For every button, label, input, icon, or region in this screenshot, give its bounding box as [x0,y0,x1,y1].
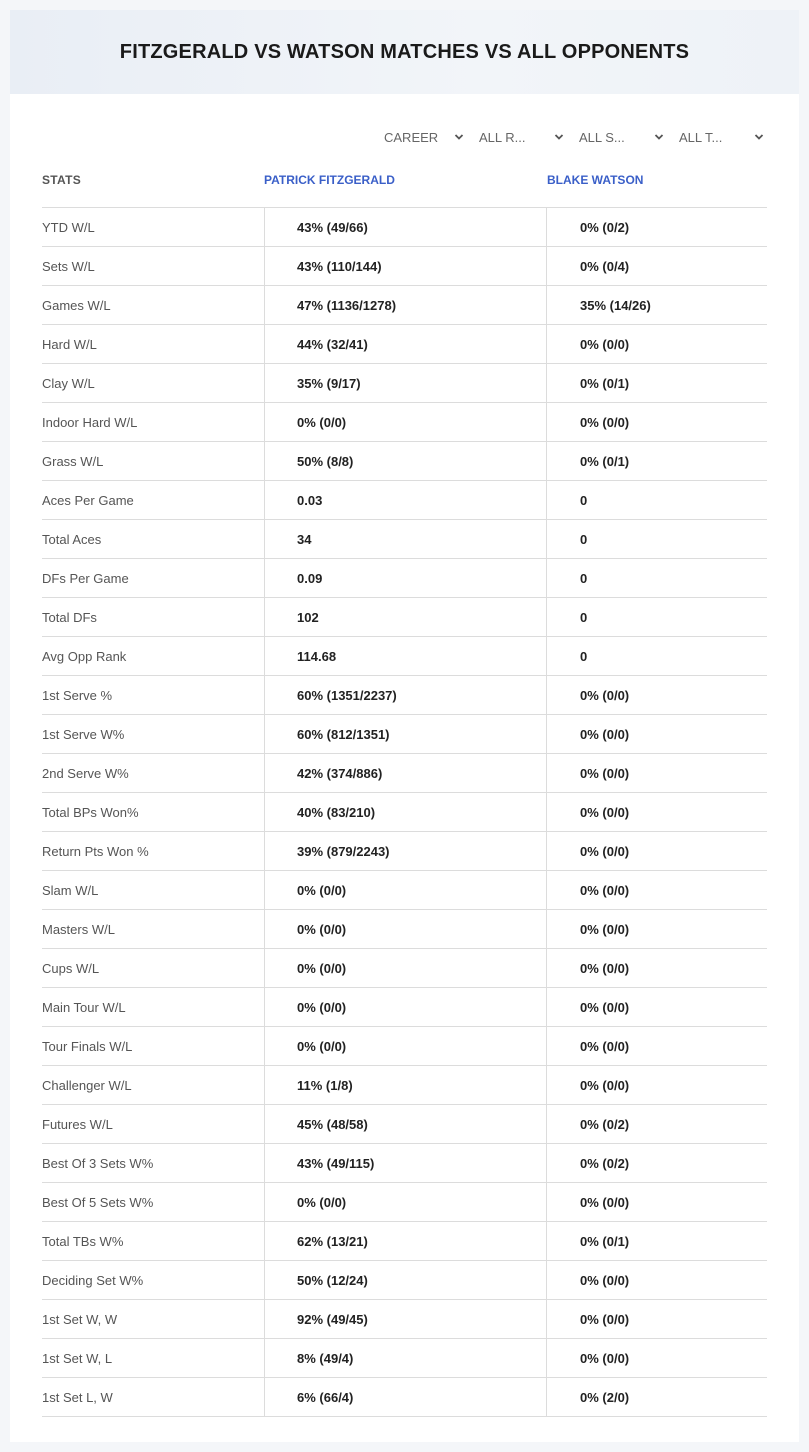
table-row [42,715,767,754]
stat-label: 1st Set L, W [42,1389,113,1405]
table-row [42,871,767,910]
player1-value: 92% (49/45) [264,1300,547,1338]
table-row [42,910,767,949]
card-header [10,10,799,94]
stat-label: Indoor Hard W/L [42,414,138,430]
player2-value: 0% (0/0) [546,1183,767,1221]
stat-label: Best Of 5 Sets W% [42,1194,154,1210]
player2-value: 0% (0/0) [546,1066,767,1104]
player1-value: 0% (0/0) [264,871,547,909]
player1-value: 0% (0/0) [264,988,547,1026]
player1-value: 60% (812/1351) [264,715,547,753]
player1-value: 0.03 [264,481,547,519]
player1-value: 40% (83/210) [264,793,547,831]
player1-value: 0% (0/0) [264,403,547,441]
player1-value: 45% (48/58) [264,1105,547,1143]
table-row [42,403,767,442]
stat-label: 1st Set W, W [42,1311,118,1327]
player1-value: 50% (12/24) [264,1261,547,1299]
player2-value: 0% (0/0) [546,754,767,792]
stat-label: Total TBs W% [42,1233,124,1249]
table-row [42,1378,767,1417]
stat-label: Best Of 3 Sets W% [42,1155,154,1171]
stat-label: Avg Opp Rank [42,648,127,664]
stat-label: Total Aces [42,531,102,547]
player2-value: 0% (0/1) [546,442,767,480]
table-row [42,832,767,871]
stat-label: Sets W/L [42,258,95,274]
player1-value: 0% (0/0) [264,1183,547,1221]
stat-label: Cups W/L [42,960,100,976]
stat-label: 1st Serve % [42,687,113,703]
player2-value: 0% (0/0) [546,949,767,987]
stat-label: Main Tour W/L [42,999,126,1015]
table-row [42,676,767,715]
stat-label: 2nd Serve W% [42,765,129,781]
stat-label: Total BPs Won% [42,804,139,820]
player2-value: 0% (0/1) [546,1222,767,1260]
table-row [42,1222,767,1261]
player2-value: 0% (0/0) [546,988,767,1026]
player1-value: 43% (49/115) [264,1144,547,1182]
stats-table [42,160,767,1417]
table-row [42,325,767,364]
player2-link[interactable]: BLAKE WATSON [547,173,644,187]
player1-value: 0% (0/0) [264,1027,547,1065]
stat-label: Games W/L [42,297,111,313]
player2-value: 0% (0/0) [546,1300,767,1338]
table-row [42,754,767,793]
table-row [42,598,767,637]
player2-value: 0% (0/0) [546,793,767,831]
stat-label: Futures W/L [42,1116,113,1132]
table-row [42,793,767,832]
table-row [42,1027,767,1066]
table-row [42,481,767,520]
table-row [42,520,767,559]
player1-value: 8% (49/4) [264,1339,547,1377]
chevron-down-icon [454,132,464,142]
player2-value: 0% (0/0) [546,676,767,714]
player1-value: 0% (0/0) [264,949,547,987]
player1-value: 6% (66/4) [264,1378,547,1416]
player1-value: 114.68 [264,637,547,675]
filter-label: ALL R... [479,129,526,145]
player2-value: 0% (0/2) [546,208,767,246]
stat-label: Clay W/L [42,375,95,391]
stat-label: Grass W/L [42,453,104,469]
filter-surface-select[interactable] [579,126,664,148]
player2-value: 0% (2/0) [546,1378,767,1416]
stat-label: Aces Per Game [42,492,134,508]
stat-label: YTD W/L [42,219,95,235]
player2-value: 0% (0/1) [546,364,767,402]
filter-tournament-select[interactable] [679,126,764,148]
table-row [42,1066,767,1105]
player2-value: 0 [546,637,767,675]
player2-value: 0% (0/0) [546,871,767,909]
player2-value: 0% (0/0) [546,910,767,948]
player2-value: 0% (0/0) [546,715,767,753]
table-row [42,559,767,598]
table-row [42,949,767,988]
stat-label: 1st Set W, L [42,1350,113,1366]
player1-value: 42% (374/886) [264,754,547,792]
player1-value: 39% (879/2243) [264,832,547,870]
player1-value: 102 [264,598,547,636]
stats-card [10,10,799,1442]
player1-value: 35% (9/17) [264,364,547,402]
player2-value: 0 [546,559,767,597]
table-body [42,208,767,1417]
stat-label: Return Pts Won % [42,843,149,859]
filter-period-select[interactable] [384,126,464,148]
player2-value: 0% (0/2) [546,1105,767,1143]
player1-value: 0.09 [264,559,547,597]
stat-label: Tour Finals W/L [42,1038,133,1054]
player2-value: 0% (0/0) [546,1339,767,1377]
table-row [42,442,767,481]
filter-label: ALL S... [579,129,625,145]
player2-value: 0% (0/4) [546,247,767,285]
table-row [42,247,767,286]
stat-label: DFs Per Game [42,570,129,586]
player2-value: 35% (14/26) [546,286,767,324]
player2-value: 0% (0/0) [546,832,767,870]
player1-value: 44% (32/41) [264,325,547,363]
player1-value: 34 [264,520,547,558]
table-row [42,1105,767,1144]
table-header [42,160,767,208]
player1-link[interactable]: PATRICK FITZGERALD [264,173,395,187]
player2-value: 0% (0/0) [546,1027,767,1065]
stat-label: 1st Serve W% [42,726,125,742]
player1-value: 47% (1136/1278) [264,286,547,324]
filter-label: CAREER [384,129,439,145]
table-row [42,637,767,676]
player2-value: 0 [546,481,767,519]
player1-value: 0% (0/0) [264,910,547,948]
player2-value: 0 [546,598,767,636]
table-row [42,364,767,403]
player1-value: 43% (49/66) [264,208,547,246]
table-row [42,988,767,1027]
stat-label: Challenger W/L [42,1077,132,1093]
filter-round-select[interactable] [479,126,564,148]
player2-value: 0 [546,520,767,558]
stat-label: Hard W/L [42,336,97,352]
player2-value: 0% (0/0) [546,1261,767,1299]
stat-label: Deciding Set W% [42,1272,144,1288]
chevron-down-icon [554,132,564,142]
player1-value: 11% (1/8) [264,1066,547,1104]
player1-value: 50% (8/8) [264,442,547,480]
player2-value: 0% (0/0) [546,403,767,441]
player2-value: 0% (0/2) [546,1144,767,1182]
stats-column-header: STATS [42,173,82,187]
table-row [42,1300,767,1339]
player1-value: 60% (1351/2237) [264,676,547,714]
table-row [42,1339,767,1378]
filter-label: ALL T... [679,129,723,145]
filter-bar [10,126,799,148]
player1-value: 43% (110/144) [264,247,547,285]
stat-label: Total DFs [42,609,97,625]
table-row [42,1261,767,1300]
player2-value: 0% (0/0) [546,325,767,363]
table-row [42,1144,767,1183]
stat-label: Masters W/L [42,921,115,937]
stat-label: Slam W/L [42,882,99,898]
table-row [42,286,767,325]
table-row [42,208,767,247]
chevron-down-icon [654,132,664,142]
page-title: FITZGERALD VS WATSON MATCHES VS ALL OPPONENTS [119,40,690,63]
table-row [42,1183,767,1222]
chevron-down-icon [754,132,764,142]
player1-value: 62% (13/21) [264,1222,547,1260]
